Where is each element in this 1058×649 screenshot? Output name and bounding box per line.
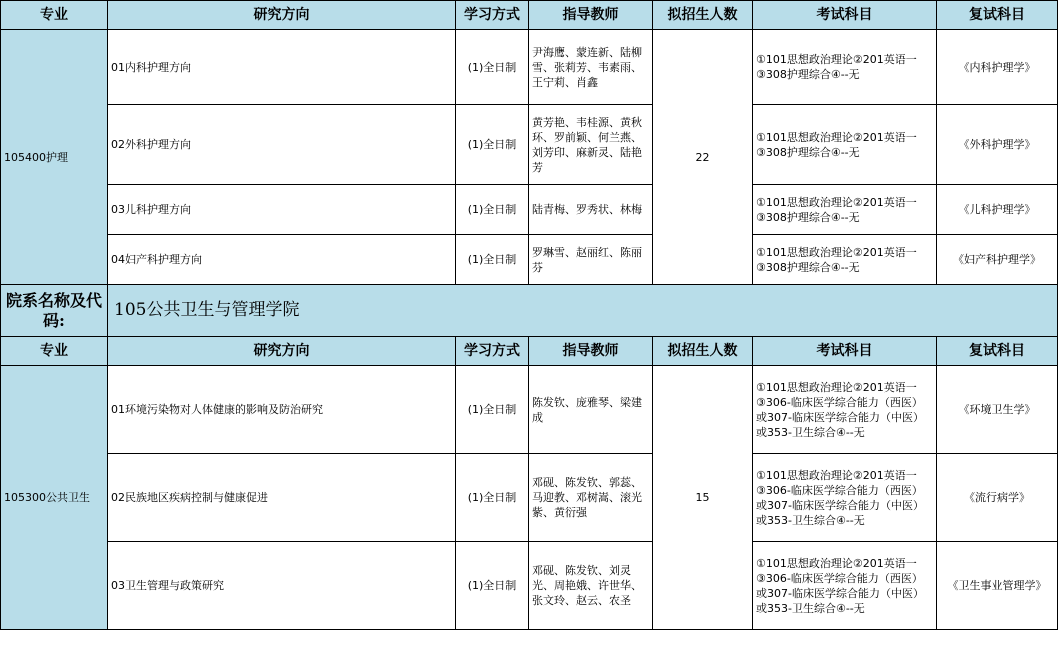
department-name: 105公共卫生与管理学院 (108, 285, 1058, 337)
table-row (1, 185, 1058, 235)
header-teachers: 指导教师 (529, 337, 653, 366)
exam-cell: ①101思想政治理论②201英语一③308护理综合④--无 (753, 30, 937, 105)
mode-cell: (1)全日制 (456, 105, 529, 185)
header-mode: 学习方式 (456, 337, 529, 366)
department-row (1, 285, 1058, 337)
quota-cell: 22 (653, 30, 753, 285)
header-major: 专业 (1, 1, 108, 30)
direction-cell: 02民族地区疾病控制与健康促进 (108, 454, 456, 542)
header-major: 专业 (1, 337, 108, 366)
teachers-cell: 陆青梅、罗秀状、林梅 (529, 185, 653, 235)
header-row (1, 1, 1058, 30)
department-label: 院系名称及代码: (1, 285, 108, 337)
retest-cell: 《儿科护理学》 (937, 185, 1058, 235)
header-exam: 考试科目 (753, 337, 937, 366)
retest-cell: 《流行病学》 (937, 454, 1058, 542)
retest-cell: 《环境卫生学》 (937, 366, 1058, 454)
direction-cell: 01环境污染物对人体健康的影响及防治研究 (108, 366, 456, 454)
exam-cell: ①101思想政治理论②201英语一③308护理综合④--无 (753, 235, 937, 285)
major-cell: 105300公共卫生 (1, 366, 108, 630)
table-row (1, 235, 1058, 285)
exam-cell: ①101思想政治理论②201英语一③306-临床医学综合能力（西医）或307-临床医学综合能力（中医）或353-卫生综合④--无 (753, 454, 937, 542)
exam-cell: ①101思想政治理论②201英语一③308护理综合④--无 (753, 105, 937, 185)
exam-cell: ①101思想政治理论②201英语一③306-临床医学综合能力（西医）或307-临床医学综合能力（中医）或353-卫生综合④--无 (753, 542, 937, 630)
table-row (1, 105, 1058, 185)
direction-cell: 03儿科护理方向 (108, 185, 456, 235)
mode-cell: (1)全日制 (456, 30, 529, 105)
teachers-cell: 黄芳艳、韦桂源、黄秋环、罗前颖、何兰燕、刘芳印、麻新灵、陆艳芳 (529, 105, 653, 185)
table-row (1, 542, 1058, 630)
header-quota: 拟招生人数 (653, 1, 753, 30)
header-mode: 学习方式 (456, 1, 529, 30)
table-row (1, 454, 1058, 542)
header-teachers: 指导教师 (529, 1, 653, 30)
header-retest: 复试科目 (937, 1, 1058, 30)
direction-cell: 04妇产科护理方向 (108, 235, 456, 285)
mode-cell: (1)全日制 (456, 235, 529, 285)
mode-cell: (1)全日制 (456, 366, 529, 454)
table-row (1, 30, 1058, 105)
direction-cell: 01内科护理方向 (108, 30, 456, 105)
table-row (1, 366, 1058, 454)
mode-cell: (1)全日制 (456, 542, 529, 630)
teachers-cell: 邓砚、陈发钦、郭蕊、马迎教、邓树嵩、滚光紫、黄衍强 (529, 454, 653, 542)
retest-cell: 《卫生事业管理学》 (937, 542, 1058, 630)
quota-cell: 15 (653, 366, 753, 630)
header-direction: 研究方向 (108, 337, 456, 366)
teachers-cell: 罗琳雪、赵丽红、陈丽芬 (529, 235, 653, 285)
major-cell: 105400护理 (1, 30, 108, 285)
mode-cell: (1)全日制 (456, 185, 529, 235)
direction-cell: 02外科护理方向 (108, 105, 456, 185)
header-exam: 考试科目 (753, 1, 937, 30)
header-retest: 复试科目 (937, 337, 1058, 366)
mode-cell: (1)全日制 (456, 454, 529, 542)
retest-cell: 《妇产科护理学》 (937, 235, 1058, 285)
teachers-cell: 尹海鹰、蒙连新、陆柳雪、张莉芳、韦素雨、王宁莉、肖鑫 (529, 30, 653, 105)
exam-cell: ①101思想政治理论②201英语一③306-临床医学综合能力（西医）或307-临床医学综合能力（中医）或353-卫生综合④--无 (753, 366, 937, 454)
header-direction: 研究方向 (108, 1, 456, 30)
direction-cell: 03卫生管理与政策研究 (108, 542, 456, 630)
exam-cell: ①101思想政治理论②201英语一③308护理综合④--无 (753, 185, 937, 235)
header-quota: 拟招生人数 (653, 337, 753, 366)
header-row (1, 337, 1058, 366)
retest-cell: 《外科护理学》 (937, 105, 1058, 185)
teachers-cell: 邓砚、陈发钦、刘灵光、周艳娥、许世华、张文玲、赵云、农圣 (529, 542, 653, 630)
teachers-cell: 陈发钦、庞雅琴、梁建成 (529, 366, 653, 454)
retest-cell: 《内科护理学》 (937, 30, 1058, 105)
